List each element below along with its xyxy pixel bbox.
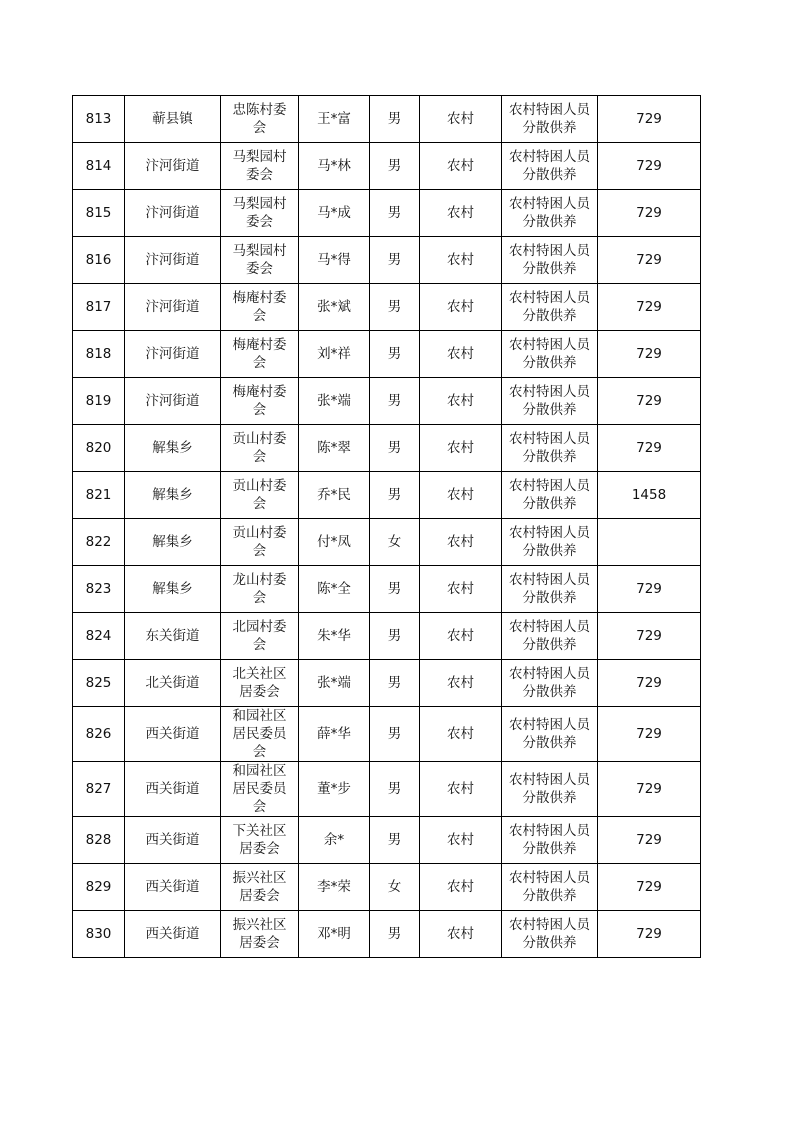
area-type-cell: 农村	[420, 425, 502, 472]
assistance-roster-table	[72, 95, 701, 958]
person-name-cell: 马*林	[299, 143, 370, 190]
person-name-cell: 张*端	[299, 660, 370, 707]
amount-cell: 729	[598, 284, 701, 331]
village-committee-cell: 梅庵村委会	[221, 378, 299, 425]
gender-cell: 男	[370, 566, 420, 613]
area-type-cell: 农村	[420, 472, 502, 519]
township-cell: 蕲县镇	[125, 96, 221, 143]
amount-cell: 729	[598, 911, 701, 958]
support-category-cell: 农村特困人员分散供养	[502, 613, 598, 660]
gender-cell: 男	[370, 143, 420, 190]
serial-number-cell: 830	[73, 911, 125, 958]
township-cell: 汴河街道	[125, 237, 221, 284]
person-name-cell: 李*荣	[299, 864, 370, 911]
serial-number-cell: 814	[73, 143, 125, 190]
village-committee-cell: 梅庵村委会	[221, 284, 299, 331]
serial-number-cell: 823	[73, 566, 125, 613]
support-category-cell: 农村特困人员分散供养	[502, 660, 598, 707]
serial-number-cell: 825	[73, 660, 125, 707]
table-row	[73, 190, 701, 237]
village-committee-cell: 贡山村委会	[221, 425, 299, 472]
village-committee-cell: 梅庵村委会	[221, 331, 299, 378]
area-type-cell: 农村	[420, 817, 502, 864]
gender-cell: 男	[370, 96, 420, 143]
person-name-cell: 付*凤	[299, 519, 370, 566]
serial-number-cell: 815	[73, 190, 125, 237]
serial-number-cell: 826	[73, 707, 125, 762]
gender-cell: 男	[370, 190, 420, 237]
amount-cell: 729	[598, 707, 701, 762]
area-type-cell: 农村	[420, 707, 502, 762]
township-cell: 汴河街道	[125, 378, 221, 425]
person-name-cell: 王*富	[299, 96, 370, 143]
amount-cell: 729	[598, 613, 701, 660]
township-cell: 解集乡	[125, 472, 221, 519]
table-row	[73, 817, 701, 864]
serial-number-cell: 821	[73, 472, 125, 519]
village-committee-cell: 北关社区居委会	[221, 660, 299, 707]
area-type-cell: 农村	[420, 331, 502, 378]
village-committee-cell: 龙山村委会	[221, 566, 299, 613]
village-committee-cell: 贡山村委会	[221, 519, 299, 566]
support-category-cell: 农村特困人员分散供养	[502, 911, 598, 958]
person-name-cell: 陈*翠	[299, 425, 370, 472]
area-type-cell: 农村	[420, 762, 502, 817]
support-category-cell: 农村特困人员分散供养	[502, 190, 598, 237]
table-row	[73, 519, 701, 566]
support-category-cell: 农村特困人员分散供养	[502, 762, 598, 817]
gender-cell: 男	[370, 613, 420, 660]
support-category-cell: 农村特困人员分散供养	[502, 519, 598, 566]
area-type-cell: 农村	[420, 911, 502, 958]
serial-number-cell: 828	[73, 817, 125, 864]
table-row	[73, 864, 701, 911]
person-name-cell: 张*斌	[299, 284, 370, 331]
area-type-cell: 农村	[420, 864, 502, 911]
table-body	[73, 96, 701, 958]
support-category-cell: 农村特困人员分散供养	[502, 707, 598, 762]
amount-cell: 729	[598, 817, 701, 864]
village-committee-cell: 忠陈村委会	[221, 96, 299, 143]
township-cell: 解集乡	[125, 566, 221, 613]
area-type-cell: 农村	[420, 660, 502, 707]
table-row	[73, 331, 701, 378]
village-committee-cell: 贡山村委会	[221, 472, 299, 519]
person-name-cell: 乔*民	[299, 472, 370, 519]
village-committee-cell: 马梨园村委会	[221, 237, 299, 284]
table-row	[73, 911, 701, 958]
amount-cell: 729	[598, 660, 701, 707]
township-cell: 西关街道	[125, 864, 221, 911]
gender-cell: 男	[370, 817, 420, 864]
serial-number-cell: 813	[73, 96, 125, 143]
amount-cell: 729	[598, 237, 701, 284]
gender-cell: 女	[370, 519, 420, 566]
township-cell: 西关街道	[125, 762, 221, 817]
table-row	[73, 762, 701, 817]
person-name-cell: 董*步	[299, 762, 370, 817]
support-category-cell: 农村特困人员分散供养	[502, 864, 598, 911]
village-committee-cell: 和园社区居民委员会	[221, 707, 299, 762]
gender-cell: 男	[370, 331, 420, 378]
area-type-cell: 农村	[420, 190, 502, 237]
gender-cell: 女	[370, 864, 420, 911]
table-row	[73, 378, 701, 425]
person-name-cell: 马*得	[299, 237, 370, 284]
area-type-cell: 农村	[420, 566, 502, 613]
person-name-cell: 薛*华	[299, 707, 370, 762]
village-committee-cell: 北园村委会	[221, 613, 299, 660]
table-row	[73, 284, 701, 331]
table-row	[73, 425, 701, 472]
person-name-cell: 陈*全	[299, 566, 370, 613]
serial-number-cell: 816	[73, 237, 125, 284]
serial-number-cell: 817	[73, 284, 125, 331]
table-row	[73, 143, 701, 190]
amount-cell: 729	[598, 425, 701, 472]
support-category-cell: 农村特困人员分散供养	[502, 472, 598, 519]
table-row	[73, 566, 701, 613]
gender-cell: 男	[370, 472, 420, 519]
support-category-cell: 农村特困人员分散供养	[502, 425, 598, 472]
amount-cell: 729	[598, 378, 701, 425]
amount-cell: 729	[598, 864, 701, 911]
serial-number-cell: 818	[73, 331, 125, 378]
table-row	[73, 660, 701, 707]
serial-number-cell: 819	[73, 378, 125, 425]
person-name-cell: 余*	[299, 817, 370, 864]
person-name-cell: 马*成	[299, 190, 370, 237]
area-type-cell: 农村	[420, 143, 502, 190]
area-type-cell: 农村	[420, 237, 502, 284]
person-name-cell: 朱*华	[299, 613, 370, 660]
support-category-cell: 农村特困人员分散供养	[502, 284, 598, 331]
township-cell: 汴河街道	[125, 331, 221, 378]
township-cell: 汴河街道	[125, 190, 221, 237]
table-row	[73, 707, 701, 762]
township-cell: 北关街道	[125, 660, 221, 707]
gender-cell: 男	[370, 425, 420, 472]
township-cell: 解集乡	[125, 519, 221, 566]
support-category-cell: 农村特困人员分散供养	[502, 237, 598, 284]
area-type-cell: 农村	[420, 613, 502, 660]
gender-cell: 男	[370, 762, 420, 817]
serial-number-cell: 824	[73, 613, 125, 660]
village-committee-cell: 振兴社区居委会	[221, 911, 299, 958]
table-row	[73, 613, 701, 660]
village-committee-cell: 振兴社区居委会	[221, 864, 299, 911]
village-committee-cell: 马梨园村委会	[221, 190, 299, 237]
area-type-cell: 农村	[420, 378, 502, 425]
township-cell: 西关街道	[125, 707, 221, 762]
serial-number-cell: 829	[73, 864, 125, 911]
table-row	[73, 96, 701, 143]
gender-cell: 男	[370, 378, 420, 425]
gender-cell: 男	[370, 237, 420, 284]
person-name-cell: 邓*明	[299, 911, 370, 958]
amount-cell: 729	[598, 331, 701, 378]
gender-cell: 男	[370, 660, 420, 707]
serial-number-cell: 827	[73, 762, 125, 817]
amount-cell: 1458	[598, 472, 701, 519]
gender-cell: 男	[370, 911, 420, 958]
area-type-cell: 农村	[420, 519, 502, 566]
support-category-cell: 农村特困人员分散供养	[502, 566, 598, 613]
amount-cell: 729	[598, 566, 701, 613]
support-category-cell: 农村特困人员分散供养	[502, 378, 598, 425]
amount-cell: 729	[598, 96, 701, 143]
person-name-cell: 张*端	[299, 378, 370, 425]
amount-cell: 729	[598, 143, 701, 190]
township-cell: 汴河街道	[125, 143, 221, 190]
support-category-cell: 农村特困人员分散供养	[502, 331, 598, 378]
gender-cell: 男	[370, 284, 420, 331]
person-name-cell: 刘*祥	[299, 331, 370, 378]
township-cell: 东关街道	[125, 613, 221, 660]
table-row	[73, 237, 701, 284]
serial-number-cell: 822	[73, 519, 125, 566]
support-category-cell: 农村特困人员分散供养	[502, 817, 598, 864]
gender-cell: 男	[370, 707, 420, 762]
township-cell: 汴河街道	[125, 284, 221, 331]
support-category-cell: 农村特困人员分散供养	[502, 143, 598, 190]
township-cell: 西关街道	[125, 817, 221, 864]
amount-cell: 729	[598, 762, 701, 817]
serial-number-cell: 820	[73, 425, 125, 472]
area-type-cell: 农村	[420, 284, 502, 331]
area-type-cell: 农村	[420, 96, 502, 143]
amount-cell	[598, 519, 701, 566]
township-cell: 解集乡	[125, 425, 221, 472]
table-row	[73, 472, 701, 519]
support-category-cell: 农村特困人员分散供养	[502, 96, 598, 143]
village-committee-cell: 和园社区居民委员会	[221, 762, 299, 817]
township-cell: 西关街道	[125, 911, 221, 958]
village-committee-cell: 马梨园村委会	[221, 143, 299, 190]
amount-cell: 729	[598, 190, 701, 237]
village-committee-cell: 下关社区居委会	[221, 817, 299, 864]
